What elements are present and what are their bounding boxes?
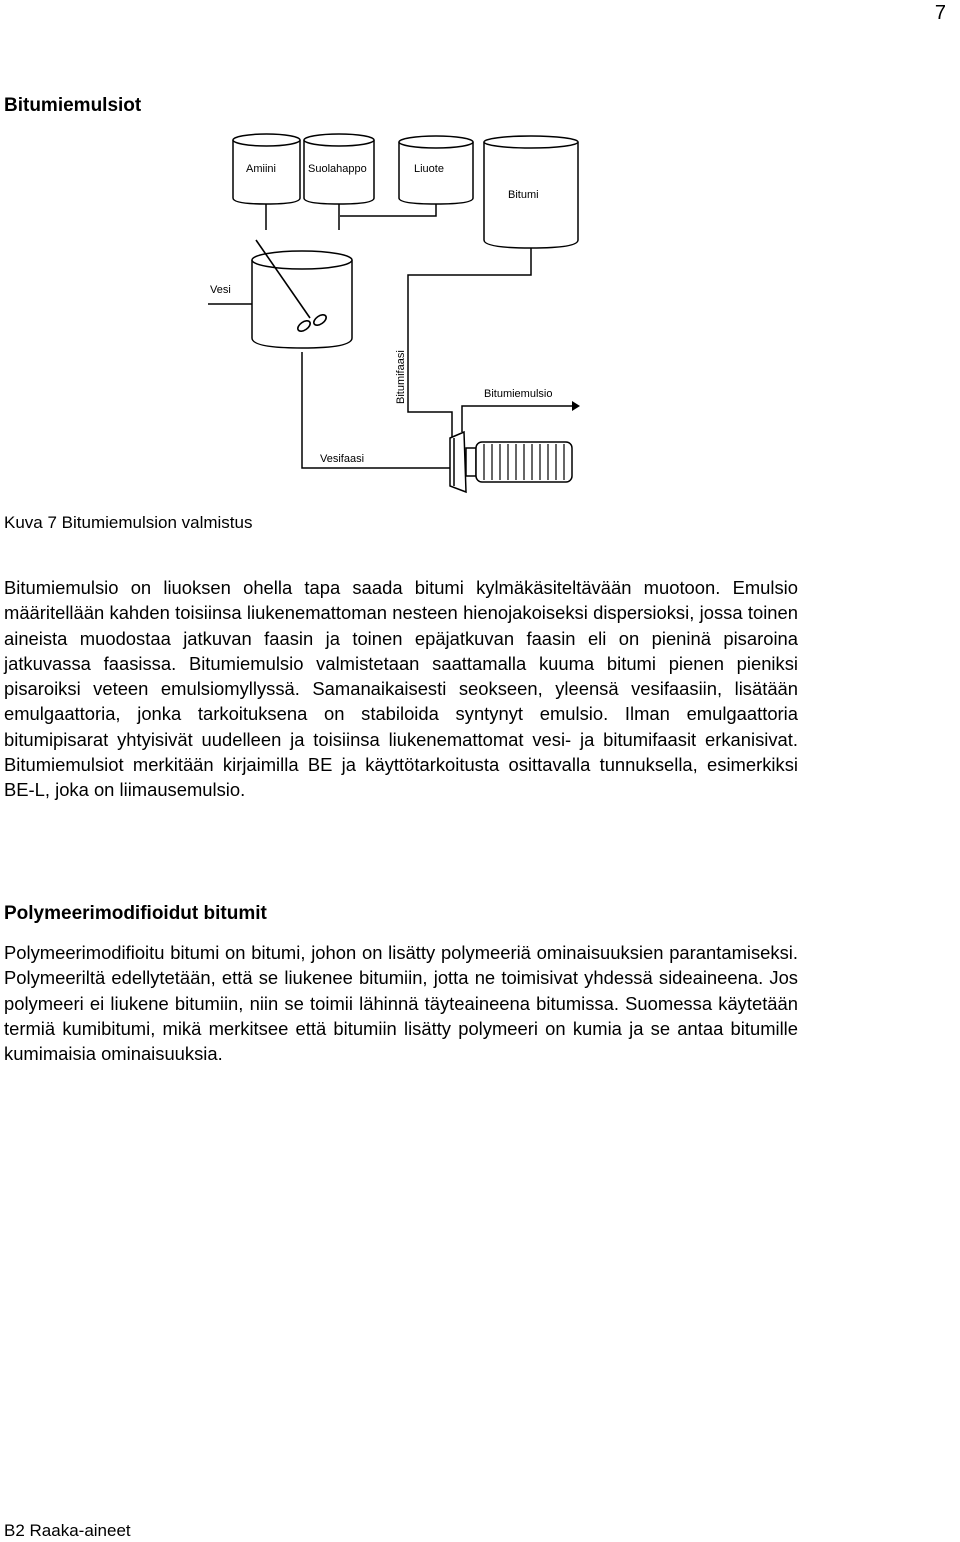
label-bitumifaasi: Bitumifaasi — [395, 350, 407, 404]
label-amiini: Amiini — [246, 163, 276, 175]
emulsion-process-diagram — [200, 120, 590, 505]
page-footer: B2 Raaka-aineet — [4, 1521, 131, 1540]
figure-caption: Kuva 7 Bitumiemulsion valmistus — [4, 513, 253, 532]
label-bitumi: Bitumi — [508, 189, 539, 201]
section-heading-polymeerimodifioidut: Polymeerimodifioidut bitumit — [4, 903, 267, 924]
emulsion-mill — [450, 432, 572, 492]
label-suolahappo: Suolahappo — [308, 163, 367, 175]
paragraph-polymeerimodifioidut: Polymeerimodifioitu bitumi on bitumi, johon on lisätty polymeeriä ominaisuuksien parantamiseksi. Polymeeriltä edellytetään, että se liukenee bitumiin, jotta ne toimisivat yhdessä sideaineena. Jos polymeeri ei liukene bitumiin, niin se toimii lähinnä täyteaineena bitumissa. Suomessa käytetään termiä kumibitumi, mikä merkitsee että bitumiin lisätty polymeeri on kumia ja se antaa bitumille kumimaisia ominaisuuksia. — [4, 942, 798, 1065]
label-bitumiemulsio: Bitumiemulsio — [484, 388, 553, 400]
label-liuote: Liuote — [414, 163, 444, 175]
label-vesi: Vesi — [210, 284, 231, 296]
section-heading-bitumiemulsiot: Bitumiemulsiot — [4, 95, 142, 116]
page-number: 7 — [934, 2, 946, 24]
label-vesifaasi: Vesifaasi — [320, 453, 365, 465]
diagram-svg — [200, 120, 590, 505]
output-arrow-icon — [572, 401, 580, 411]
mixing-tank — [252, 251, 352, 348]
emulsion-output-line — [462, 406, 572, 432]
paragraph-bitumiemulsiot: Bitumiemulsio on liuoksen ohella tapa saada bitumi kylmäkäsiteltävään muotoon. Emulsio määritellään kahden toisiinsa liukenemattoman nesteen hienojakoiseksi dispersioksi, jossa toinen aineista muodostaa jatkuvan faasin ja toinen epäjatkuvan faasin eli on pieninä pisaroina jatkuvassa faasissa. Bitumiemulsio valmistetaan saattamalla kuuma bitumi pienen pieniksi pisaroiksi veteen emulsiomyllyssä. Samanaikaisesti seokseen, yleensä vesifaasiin, lisätään emulgaattoria, jonka tarkoituksena on stabiloida syntynyt emulsio. Ilman emulgaattoria bitumipisarat yhtyisivät uudelleen ja toisiinsa liukenemattomat vesi- ja bitumifaasit erkanisivat. Bitumiemulsiot merkitään kirjaimilla BE ja käyttötarkoitusta osittavalla tunnuksella, esimerkiksi BE-L, joka on liimausemulsio. — [4, 577, 798, 801]
